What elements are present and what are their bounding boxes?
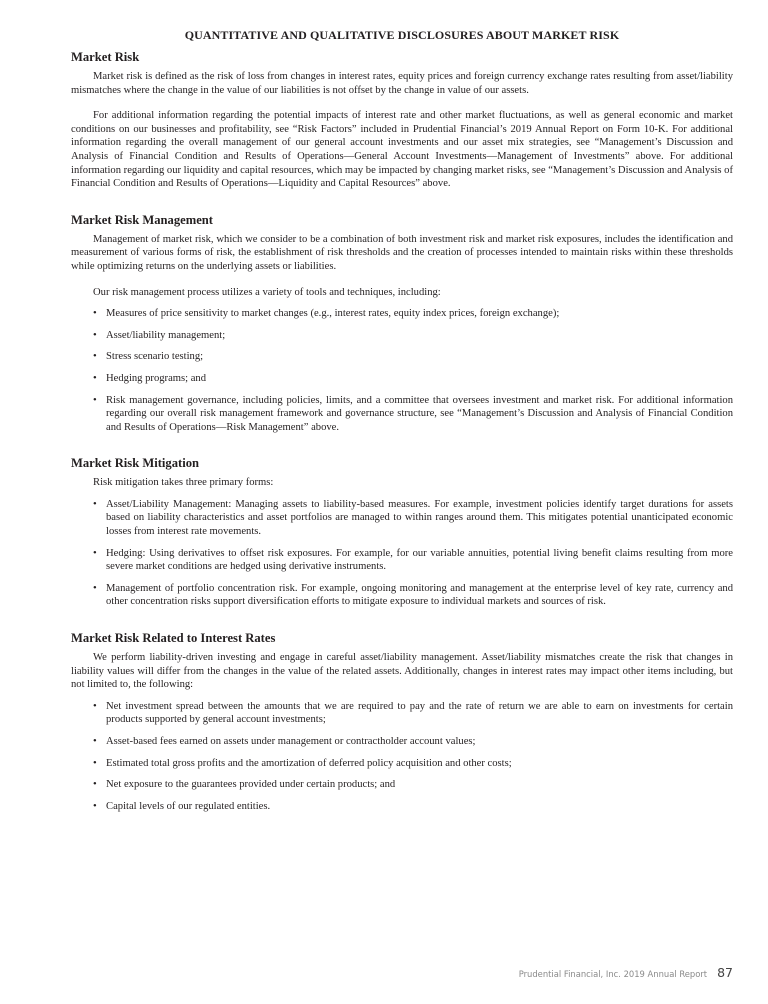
bullet-icon: • <box>93 547 97 559</box>
list-item <box>71 394 733 435</box>
paragraph: Market risk is defined as the risk of loss from changes in interest rates, equity prices and foreign currency exchange rates resulting from asset/liability mismatches where the change in the value of our liabilities is not offset by the change in value of our assets. <box>71 71 733 96</box>
list-item-text: Estimated total gross profits and the amortization of deferred policy acquisition and other costs; <box>106 757 512 769</box>
list-item-text: Stress scenario testing; <box>106 351 204 363</box>
document-page <box>71 28 733 813</box>
paragraph: Risk mitigation takes three primary forms: <box>93 477 274 489</box>
list-item <box>71 800 733 814</box>
bullet-icon: • <box>93 498 97 510</box>
list-item <box>71 329 733 343</box>
list-item <box>71 372 733 386</box>
list-item-text: Hedging: Using derivatives to offset risk exposures. For example, for our variable annuities, potential living benefit claims resulting from more severe market conditions are hedged using derivative instruments. <box>106 547 733 573</box>
document-title: QUANTITATIVE AND QUALITATIVE DISCLOSURES ABOUT MARKET RISK <box>184 28 620 42</box>
bullet-icon: • <box>93 394 97 406</box>
page-footer <box>519 965 733 980</box>
bullet-icon: • <box>93 800 97 812</box>
list-item-text: Asset/Liability Management: Managing assets to liability-based measures. For example, investment policies identify target durations for assets based on liability characteristics and asset portfolios are managed to within ranges around them. This mitigates potential unanticipated economic losses from interest rate movements. <box>106 498 733 538</box>
list-item-text: Net investment spread between the amounts that we are required to pay and the rate of return we are able to earn on investments for certain products supported by general account investments; <box>106 700 733 726</box>
paragraph: Management of market risk, which we consider to be a combination of both investment risk and market risk exposures, includes the identification and measurement of various forms of risk, the establishment of risk thresholds and the creation of processes intended to maintain risks within these thresholds while optimizing returns on the underlying assets or liabilities. <box>71 233 733 272</box>
paragraph: We perform liability-driven investing and engage in careful asset/liability management. Asset/liability mismatches create the risk that changes in liability values will differ from the changes in the value of the related assets. Additionally, changes in interest rates may impact other items including, but not limited to, the following: <box>71 652 733 691</box>
list-item-text: Measures of price sensitivity to market changes (e.g., interest rates, equity index prices, foreign exchange); <box>106 308 560 320</box>
list-item <box>71 778 733 792</box>
bullet-icon: • <box>93 308 97 320</box>
bullet-icon: • <box>93 372 97 384</box>
list-item-text: Asset/liability management; <box>106 329 226 341</box>
list-item-text: Asset-based fees earned on assets under management or contractholder account values; <box>106 736 476 747</box>
paragraph: Our risk management process utilizes a variety of tools and techniques, including: <box>93 286 441 298</box>
bullet-icon: • <box>93 351 97 363</box>
list-item <box>71 547 733 574</box>
list-item <box>71 307 733 321</box>
section-market-risk-management <box>71 213 733 435</box>
bullet-icon: • <box>93 329 97 341</box>
list-item <box>71 582 733 609</box>
bullet-icon: • <box>93 779 97 791</box>
list-item-text: Hedging programs; and <box>106 372 207 384</box>
section-interest-rates <box>71 631 733 813</box>
section-heading: Market Risk Related to Interest Rates <box>71 631 276 646</box>
bullet-list <box>71 700 733 814</box>
paragraph: For additional information regarding the potential impacts of interest rate and other market fluctuations, as well as general economic and market conditions on our businesses and profitability, see “Risk Factors” included in Prudential Financial’s 2019 Annual Report on Form 10-K. For additional information regarding the overall management of our general account investments and our asset mix strategies, see “Management’s Discussion and Analysis of Financial Condition and Results of Operations—General Account Investments—Management of Investments” above. For additional information regarding our liquidity and capital resources, which may be impacted by changing market risks, see “Management’s Discussion and Analysis of Financial Condition and Results of Operations—Liquidity and Capital Resources” above. <box>71 110 733 190</box>
section-market-risk <box>71 50 733 191</box>
list-item-text: Risk management governance, including policies, limits, and a committee that oversees investment and market risk. For additional information regarding our overall risk management framework and governance structure, see “Management’s Discussion and Analysis of Financial Condition and Results of Operations—Risk Management” above. <box>106 394 733 433</box>
list-item-text: Management of portfolio concentration risk. For example, ongoing monitoring and management at the enterprise level of key rate, currency and other concentration risks support diversification efforts to mitigate exposure to individual markets and sources of risk. <box>106 582 733 608</box>
section-heading: Market Risk <box>71 50 140 64</box>
bullet-icon: • <box>93 700 97 712</box>
list-item <box>71 735 733 749</box>
list-item <box>71 498 733 539</box>
list-item <box>71 700 733 727</box>
list-item <box>71 757 733 771</box>
bullet-list <box>71 498 733 609</box>
list-item-text: Net exposure to the guarantees provided under certain products; and <box>106 779 396 791</box>
bullet-icon: • <box>93 757 97 769</box>
list-item-text: Capital levels of our regulated entities. <box>106 800 271 812</box>
page-number: 87 <box>717 965 733 980</box>
bullet-icon: • <box>93 582 97 594</box>
section-heading: Market Risk Mitigation <box>71 456 200 471</box>
section-market-risk-mitigation <box>71 456 733 609</box>
list-item <box>71 350 733 364</box>
bullet-list <box>71 307 733 434</box>
footer-report-label: Prudential Financial, Inc. 2019 Annual Report <box>518 969 708 979</box>
bullet-icon: • <box>93 736 97 747</box>
section-heading: Market Risk Management <box>71 212 214 227</box>
